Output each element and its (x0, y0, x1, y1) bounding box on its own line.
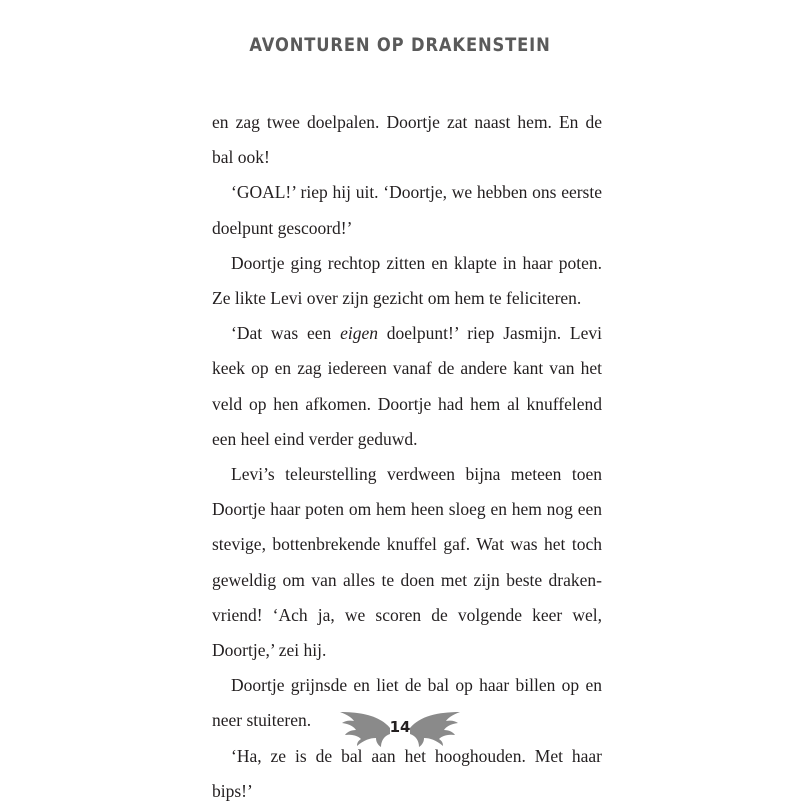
running-head-title: AVONTUREN OP DRAKENSTEIN (249, 34, 551, 56)
paragraph-4-before: ‘Dat was een (231, 323, 341, 344)
paragraph-3: Doortje ging rechtop zitten en klapte in haar poten. Ze likte Levi over zijn gezicht om hem te feliciteren. (212, 252, 602, 309)
paragraph-7: ‘Ha, ze is de bal aan het hooghouden. Met haar bips!’ (212, 745, 602, 801)
paragraph-1: en zag twee doelpalen. Doortje zat naast hem. En de bal ook! (212, 112, 602, 168)
paragraph-5: Levi’s teleurstelling verdween bijna meteen toen Doortje haar poten om hem heen sloeg en hem nog een stevige, bottenbrekende knuffel gaf. Wat was het toch geweldig om van alles te doen met zijn beste drakenvriend! ‘Ach ja, we scoren de volgende keer wel, Doortje,’ zei hij. (212, 464, 602, 661)
paragraph-4-after: doelpunt!’ riep Jasmijn. Levi keek op en zag iedereen vanaf de andere kant van het veld op hen afkomen. Doortje had hem al knuffelend een heel eind verder geduwd. (212, 323, 602, 449)
paragraph-6: Doortje grijnsde en liet de bal op haar billen op en neer stuiteren. (212, 675, 602, 731)
page-number: 14 (389, 718, 411, 736)
body-text (212, 105, 602, 809)
paragraph-4 (212, 316, 602, 457)
paragraph-4-emphasis: eigen (340, 323, 378, 344)
paragraph-2: ‘GOAL!’ riep hij uit. ‘Doortje, we hebben ons eerste doelpunt gescoord!’ (212, 182, 602, 238)
page-footer (338, 706, 462, 750)
